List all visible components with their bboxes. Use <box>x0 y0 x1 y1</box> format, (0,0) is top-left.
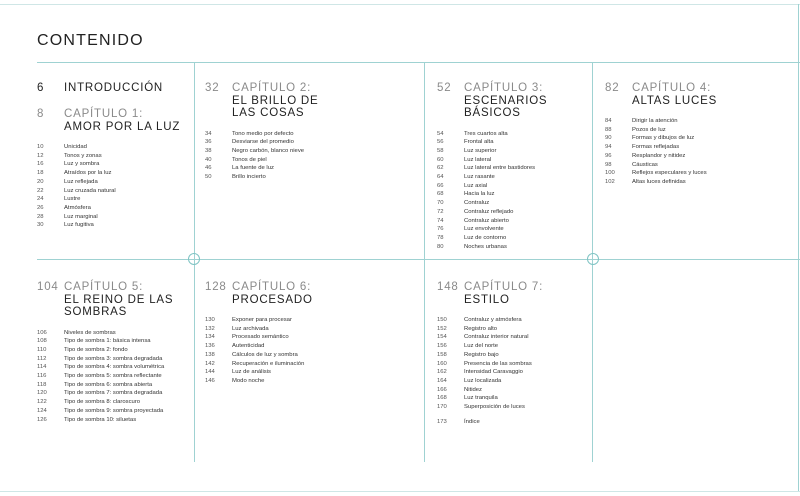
toc-entry-title: Procesado semántico <box>232 334 289 341</box>
toc-entry-title: Luz localizada <box>464 377 502 384</box>
toc-entry-title: Tono medio por defecto <box>232 130 294 137</box>
toc-entry-page: 110 <box>37 346 47 353</box>
toc-entry-title: Tipo de sombra 5: sombra reflectante <box>64 373 162 380</box>
section-heading <box>37 281 189 319</box>
toc-entry <box>205 156 415 165</box>
toc-entry <box>37 329 189 338</box>
section-name: ALTAS LUCES <box>632 94 718 107</box>
toc-entry-title: Tipo de sombra 9: sombra proyectada <box>64 407 164 414</box>
toc-entry-page: 130 <box>205 317 215 323</box>
toc-entry-page: 20 <box>37 178 44 185</box>
toc-entry-page: 164 <box>437 377 447 384</box>
section-heading <box>205 281 415 306</box>
toc-entry-title: Luz lateral <box>464 156 492 163</box>
toc-entry <box>37 195 187 204</box>
toc-entry-page: 170 <box>437 404 447 411</box>
toc-entry-title: Tipo de sombra 6: sombra abierta <box>64 381 153 388</box>
chapter-label: CAPÍTULO 3: <box>464 82 544 94</box>
toc-entry <box>37 213 187 222</box>
toc-entry-title: Reflejos especulares y luces <box>632 170 707 177</box>
section-heading <box>605 82 795 107</box>
toc-entry-page: 34 <box>205 130 212 137</box>
section-chapter-5 <box>37 281 189 424</box>
toc-entry-title: Contraluz <box>464 200 490 207</box>
section-page: 104 <box>37 281 59 293</box>
toc-entry-page: 54 <box>437 130 444 137</box>
toc-entry <box>205 325 415 334</box>
toc-entry-title: Noches urbanas <box>464 243 507 250</box>
section-name: ESCENARIOS BÁSICOS <box>464 94 548 119</box>
toc-entry-page: 50 <box>205 174 212 181</box>
toc-entry-page: 106 <box>37 329 47 336</box>
toc-entry <box>437 377 587 386</box>
section-name: EL REINO DE LAS SOMBRAS <box>64 293 174 318</box>
toc-entry <box>437 182 587 191</box>
toc-entry-page: 70 <box>437 200 444 207</box>
toc-entry-title: Lustre <box>64 196 81 203</box>
toc-entry <box>205 138 415 147</box>
toc-entry <box>437 130 587 139</box>
toc-entry <box>205 130 415 139</box>
toc-entry-page: 40 <box>205 156 212 163</box>
toc-entry-page: 68 <box>437 191 444 198</box>
toc-entry-page: 120 <box>37 390 47 397</box>
page-title: CONTENIDO <box>37 32 144 49</box>
toc-entry-title: Tonos y zonas <box>64 152 102 159</box>
toc-entry <box>437 403 587 412</box>
toc-entry-title: Autenticidad <box>232 343 265 350</box>
toc-entry <box>37 160 187 169</box>
toc-entry-page: 90 <box>605 135 612 142</box>
toc-entry <box>37 407 189 416</box>
toc-entry-page: 74 <box>437 217 444 224</box>
toc-entry-page: 12 <box>37 152 44 159</box>
toc-entry-title: Nitidez <box>464 386 483 393</box>
section-heading <box>37 82 187 95</box>
chapter-label: CAPÍTULO 5: <box>64 281 144 293</box>
toc-entry-title: Dirigir la atención <box>632 118 678 124</box>
section-heading <box>437 82 587 120</box>
toc-entry <box>37 416 189 425</box>
toc-entry-title: Luz envolvente <box>464 226 504 233</box>
chapter-label: CAPÍTULO 7: <box>464 281 544 293</box>
toc-entry-page: 64 <box>437 174 444 181</box>
toc-entry <box>37 372 189 381</box>
toc-entry-page: 142 <box>205 360 215 367</box>
section-heading <box>37 108 187 133</box>
toc-entry-page: 80 <box>437 243 444 250</box>
toc-entry-title: Luz archivada <box>232 325 269 332</box>
toc-entry-title: Tipo de sombra 7: sombra degradada <box>64 390 163 397</box>
section-intro <box>37 82 187 95</box>
toc-entry <box>437 394 587 403</box>
chapter-item-list <box>437 316 587 426</box>
page-border-top <box>0 4 800 5</box>
toc-entry-title: Pozos de luz <box>632 126 666 133</box>
section-page: 52 <box>437 82 452 94</box>
toc-entry-title: Luz de análisis <box>232 369 271 376</box>
toc-entry <box>437 190 587 199</box>
toc-entry <box>37 398 189 407</box>
toc-entry-title: Formas reflejadas <box>632 144 680 151</box>
toc-entry <box>37 221 187 230</box>
toc-entry-page: 16 <box>37 161 44 168</box>
section-chapter-1 <box>37 108 187 230</box>
toc-entry-page: 124 <box>37 407 47 414</box>
toc-entry-page: 150 <box>437 317 447 323</box>
toc-entry-page: 154 <box>437 334 447 341</box>
toc-entry-page: 38 <box>205 147 212 154</box>
page-border-bottom <box>0 491 800 492</box>
chapter-item-list <box>605 117 795 187</box>
toc-entry-page: 173 <box>437 418 447 425</box>
toc-entry-page: 146 <box>205 377 215 384</box>
section-name: INTRODUCCIÓN <box>64 82 164 94</box>
toc-entry-page: 136 <box>205 343 215 350</box>
section-name: PROCESADO <box>232 293 313 306</box>
toc-entry <box>437 243 587 252</box>
toc-entry-title: Intensidad Caravaggio <box>464 369 523 376</box>
toc-entry-title: Tipo de sombra 8: claroscuro <box>64 399 141 406</box>
section-page: 148 <box>437 281 459 293</box>
toc-entry <box>37 143 187 152</box>
toc-entry-title: Luz de contorno <box>464 234 507 241</box>
crosshair-circle-1 <box>188 253 200 265</box>
toc-entry <box>37 152 187 161</box>
toc-entry-page: 112 <box>37 355 47 362</box>
toc-entry-title: Formas y dibujos de luz <box>632 135 695 142</box>
toc-entry <box>205 164 415 173</box>
toc-entry-title: Frontal alta <box>464 139 494 146</box>
toc-entry <box>605 117 795 126</box>
toc-entry <box>605 169 795 178</box>
toc-entry-title: Hacia la luz <box>464 191 495 198</box>
toc-entry-title: Luz lateral entre bastidores <box>464 165 536 172</box>
toc-entry-title: Contraluz interior natural <box>464 334 529 341</box>
section-page: 32 <box>205 82 220 94</box>
toc-entry <box>37 337 189 346</box>
toc-entry <box>437 199 587 208</box>
toc-entry-title: Contraluz abierto <box>464 217 509 224</box>
section-heading <box>205 82 415 120</box>
toc-entry-title: Registro bajo <box>464 351 499 358</box>
toc-entry <box>205 342 415 351</box>
toc-entry <box>205 173 415 182</box>
chapter-label: CAPÍTULO 4: <box>632 82 712 94</box>
toc-entry <box>437 208 587 217</box>
section-page: 8 <box>37 108 45 120</box>
toc-entry <box>37 187 187 196</box>
toc-entry-title: Contraluz y atmósfera <box>464 317 522 323</box>
section-chapter-7 <box>437 281 587 426</box>
toc-entry <box>205 360 415 369</box>
toc-entry-page: 24 <box>37 196 44 203</box>
toc-entry-title: Tipo de sombra 10: siluetas <box>64 416 137 423</box>
section-chapter-3 <box>437 82 587 251</box>
toc-entry <box>205 333 415 342</box>
toc-entry <box>37 204 187 213</box>
toc-entry-page: 84 <box>605 118 612 124</box>
toc-entry-page: 156 <box>437 343 447 350</box>
toc-entry-title: Luz fugitiva <box>64 222 94 229</box>
toc-entry <box>605 126 795 135</box>
toc-entry <box>437 225 587 234</box>
toc-entry <box>37 389 189 398</box>
grid-col-2 <box>424 62 425 462</box>
toc-entry-title: Presencia de las sombras <box>464 360 532 367</box>
chapter-item-list <box>37 143 187 230</box>
toc-entry <box>437 342 587 351</box>
toc-entry-page: 134 <box>205 334 215 341</box>
section-name: ESTILO <box>464 293 510 306</box>
grid-line-middle <box>37 259 800 260</box>
toc-entry-title: Luz axial <box>464 182 488 189</box>
page-border-right <box>798 4 799 492</box>
toc-entry <box>437 147 587 156</box>
toc-entry-title: Altas luces definidas <box>632 178 686 185</box>
chapter-label: CAPÍTULO 1: <box>64 108 144 120</box>
toc-entry <box>605 152 795 161</box>
toc-entry-title: Tipo de sombra 2: fondo <box>64 346 128 353</box>
toc-entry-page: 118 <box>37 381 47 388</box>
toc-entry-page: 162 <box>437 369 447 376</box>
toc-entry <box>37 363 189 372</box>
section-page: 6 <box>37 82 45 94</box>
crosshair-circle-2 <box>587 253 599 265</box>
toc-entry-page: 114 <box>37 364 47 371</box>
toc-entry-title: Brillo incierto <box>232 174 266 181</box>
toc-entry <box>437 418 587 427</box>
toc-entry <box>605 143 795 152</box>
toc-entry <box>437 351 587 360</box>
toc-entry-title: Exponer para procesar <box>232 317 292 323</box>
toc-entry <box>205 368 415 377</box>
toc-entry-page: 144 <box>205 369 215 376</box>
toc-entry-page: 26 <box>37 204 44 211</box>
toc-entry-title: Luz y sombra <box>64 161 100 168</box>
toc-entry-page: 22 <box>37 187 44 194</box>
toc-entry-title: La fuente de luz <box>232 165 274 172</box>
section-heading <box>437 281 587 306</box>
section-page: 82 <box>605 82 620 94</box>
chapter-label: CAPÍTULO 2: <box>232 82 312 94</box>
toc-entry-page: 18 <box>37 170 44 177</box>
toc-entry-page: 158 <box>437 351 447 358</box>
toc-entry <box>605 178 795 187</box>
toc-entry-title: Unicidad <box>64 144 87 150</box>
section-name: EL BRILLO DE LAS COSAS <box>232 94 319 119</box>
toc-entry-page: 30 <box>37 222 44 229</box>
toc-entry <box>205 316 415 325</box>
toc-entry <box>437 173 587 182</box>
toc-entry-page: 116 <box>37 373 47 380</box>
toc-entry-title: Luz superior <box>464 147 497 154</box>
toc-entry-title: Tonos de piel <box>232 156 267 163</box>
toc-entry <box>37 355 189 364</box>
toc-entry-page: 126 <box>37 416 47 423</box>
toc-entry-title: Atmósfera <box>64 204 91 211</box>
toc-entry-page: 122 <box>37 399 47 406</box>
toc-entry <box>437 333 587 342</box>
toc-entry-title: Negro carbón, blanco nieve <box>232 147 305 154</box>
toc-entry <box>437 234 587 243</box>
toc-entry-page: 56 <box>437 139 444 146</box>
toc-entry-title: Tipo de sombra 3: sombra degradada <box>64 355 163 362</box>
toc-entry-page: 168 <box>437 395 447 402</box>
toc-entry-page: 166 <box>437 386 447 393</box>
toc-entry-title: Cáusticas <box>632 161 658 168</box>
toc-entry-page: 98 <box>605 161 612 168</box>
toc-entry <box>437 138 587 147</box>
toc-entry-page: 66 <box>437 182 444 189</box>
toc-entry-page: 100 <box>605 170 615 177</box>
section-page: 128 <box>205 281 227 293</box>
chapter-item-list <box>205 316 415 386</box>
toc-entry-title: Tipo de sombra 4: sombra volumétrica <box>64 364 165 371</box>
toc-entry-page: 60 <box>437 156 444 163</box>
toc-entry-page: 28 <box>37 213 44 220</box>
chapter-item-list <box>205 130 415 182</box>
toc-entry <box>437 360 587 369</box>
toc-entry-page: 88 <box>605 126 612 133</box>
toc-entry-title: Atraídos por la luz <box>64 170 112 177</box>
toc-entry <box>437 386 587 395</box>
toc-entry <box>37 381 189 390</box>
toc-entry-page: 76 <box>437 226 444 233</box>
toc-entry-page: 46 <box>205 165 212 172</box>
toc-entry <box>437 217 587 226</box>
toc-entry-title: Tipo de sombra 1: básica intensa <box>64 338 151 345</box>
toc-entry <box>205 351 415 360</box>
toc-entry-title: Desviarse del promedio <box>232 139 294 146</box>
toc-entry-title: Registro alto <box>464 325 498 332</box>
toc-entry-title: Recuperación e iluminación <box>232 360 305 367</box>
toc-entry <box>605 161 795 170</box>
toc-entry-page: 72 <box>437 208 444 215</box>
toc-entry-title: Luz rasante <box>464 174 495 181</box>
toc-entry <box>437 156 587 165</box>
toc-entry-title: Contraluz reflejado <box>464 208 514 215</box>
toc-entry-title: Superposición de luces <box>464 404 525 411</box>
toc-entry-page: 160 <box>437 360 447 367</box>
toc-entry-page: 138 <box>205 351 215 358</box>
toc-entry-title: Niveles de sombras <box>64 329 116 336</box>
toc-entry-page: 96 <box>605 152 612 159</box>
toc-entry-page: 58 <box>437 147 444 154</box>
toc-entry-title: Tres cuartos alta <box>464 130 508 137</box>
chapter-item-list <box>37 329 189 425</box>
toc-entry-page: 108 <box>37 338 47 345</box>
toc-entry-page: 10 <box>37 144 44 150</box>
chapter-item-list <box>437 130 587 252</box>
grid-line-top <box>37 62 800 63</box>
section-chapter-6 <box>205 281 415 386</box>
toc-entry-page: 62 <box>437 165 444 172</box>
toc-entry <box>205 377 415 386</box>
section-chapter-2 <box>205 82 415 182</box>
toc-entry <box>37 178 187 187</box>
toc-entry-title: Luz tranquila <box>464 395 498 402</box>
toc-entry-title: Resplandor y nitidez <box>632 152 686 159</box>
toc-entry <box>605 134 795 143</box>
toc-entry-page: 152 <box>437 325 447 332</box>
section-chapter-4 <box>605 82 795 187</box>
toc-entry-page: 102 <box>605 178 615 185</box>
toc-entry-page: 132 <box>205 325 215 332</box>
toc-entry <box>37 169 187 178</box>
toc-entry <box>37 346 189 355</box>
toc-entry <box>205 147 415 156</box>
section-name: AMOR POR LA LUZ <box>64 120 181 133</box>
toc-entry <box>437 325 587 334</box>
toc-entry-page: 36 <box>205 139 212 146</box>
toc-entry-title: Luz reflejada <box>64 178 98 185</box>
chapter-label: CAPÍTULO 6: <box>232 281 312 293</box>
toc-entry-title: Índice <box>464 418 480 425</box>
toc-entry-page: 78 <box>437 234 444 241</box>
toc-entry-title: Luz marginal <box>64 213 98 220</box>
toc-entry-title: Cálculos de luz y sombra <box>232 351 298 358</box>
toc-entry-title: Luz del norte <box>464 343 499 350</box>
toc-entry <box>437 316 587 325</box>
toc-entry <box>437 164 587 173</box>
toc-entry-title: Luz cruzada natural <box>64 187 116 194</box>
toc-entry-title: Modo noche <box>232 377 265 384</box>
toc-entry-page: 94 <box>605 144 612 151</box>
toc-entry <box>437 368 587 377</box>
